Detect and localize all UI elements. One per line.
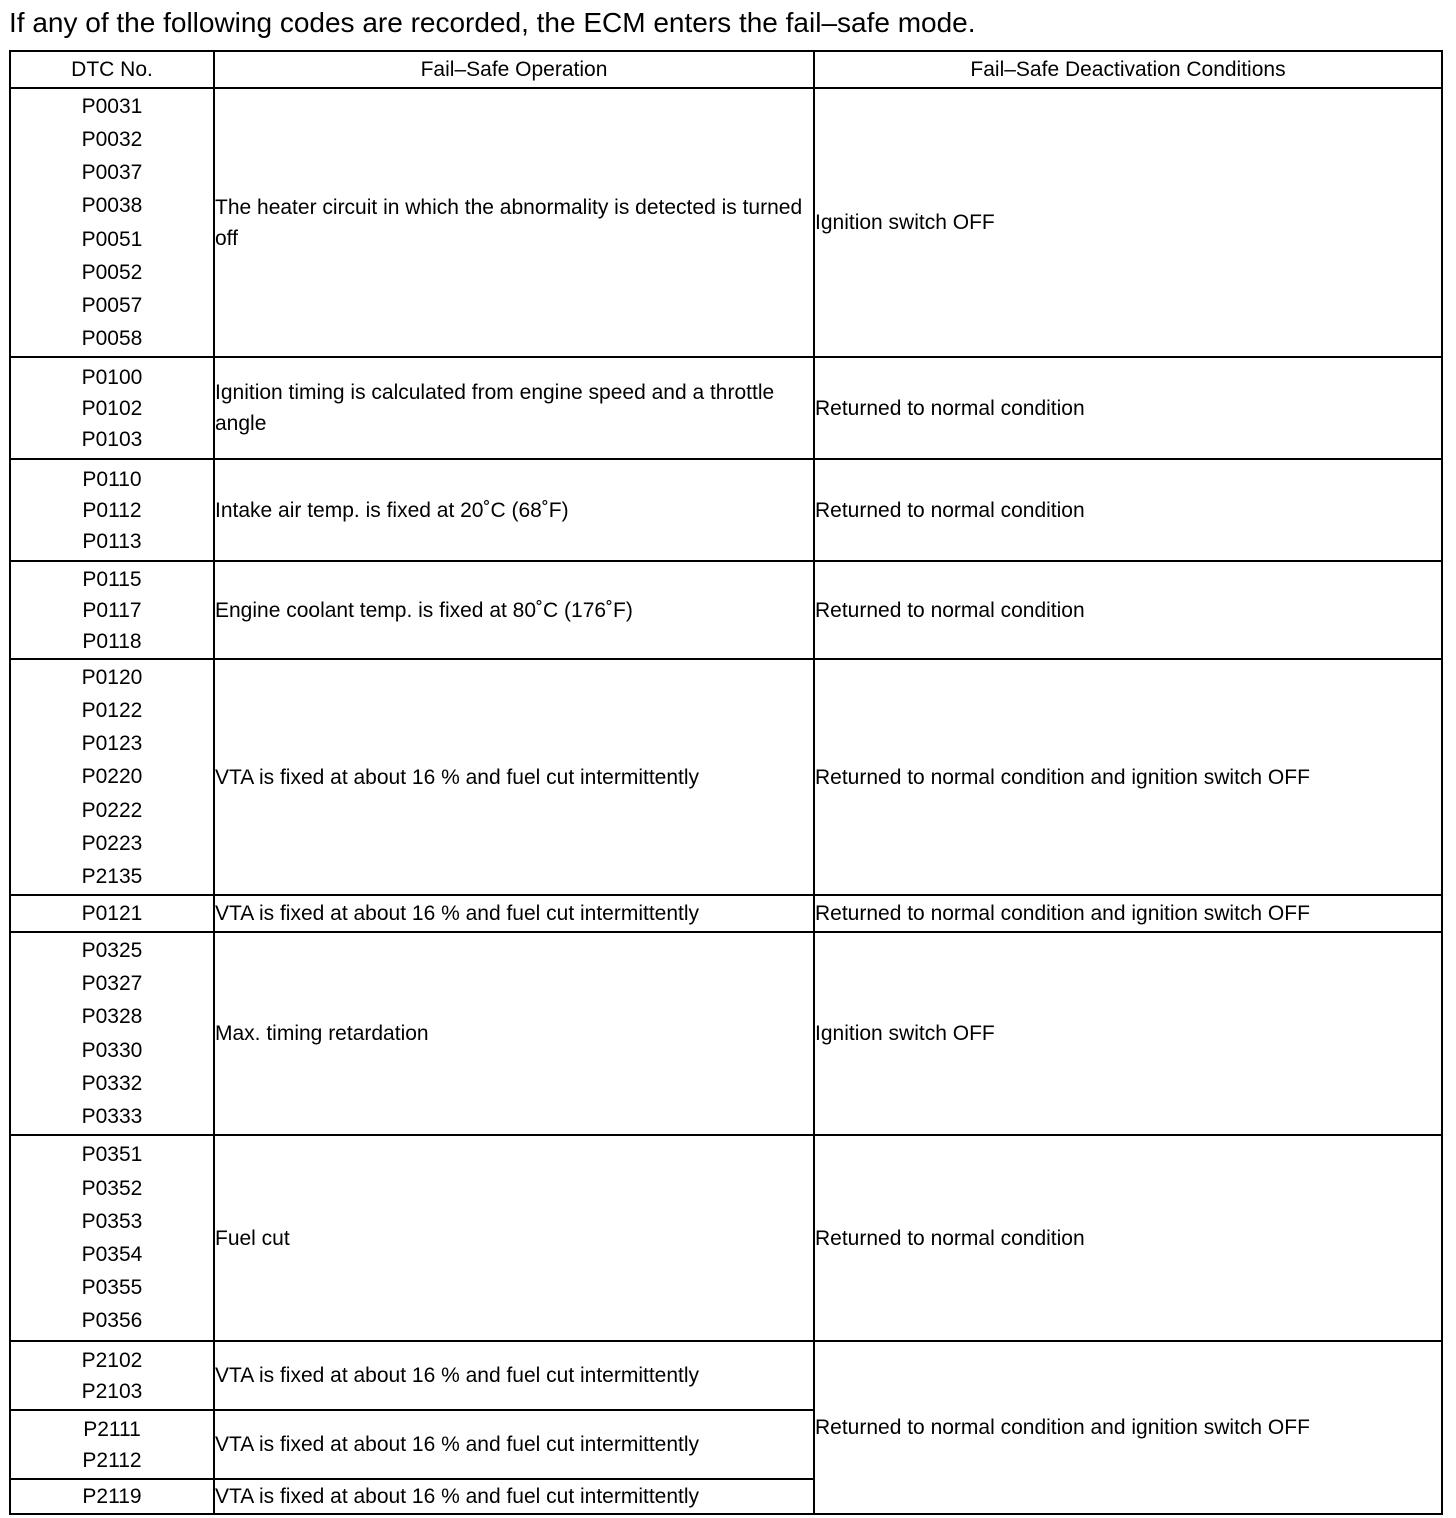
table-row	[10, 88, 1442, 357]
dtc-code: P0113	[82, 529, 142, 553]
dtc-codes	[10, 1341, 214, 1410]
dtc-code: P0356	[81, 1309, 143, 1333]
dtc-code: P0052	[81, 260, 143, 284]
table-row	[10, 1341, 1442, 1410]
header-deactivation: Fail–Safe Deactivation Conditions	[814, 51, 1442, 88]
dtc-code: P0037	[81, 161, 143, 185]
dtc-code: P0353	[81, 1209, 143, 1233]
dtc-code: P2119	[82, 1485, 142, 1508]
dtc-code: P0222	[81, 798, 143, 822]
fail-safe-operation: VTA is fixed at about 16 % and fuel cut intermittently	[214, 1410, 814, 1479]
dtc-code: P0120	[81, 665, 143, 689]
fail-safe-operation: Max. timing retardation	[214, 932, 814, 1135]
fail-safe-operation: VTA is fixed at about 16 % and fuel cut intermittently	[214, 659, 814, 895]
deactivation-condition: Returned to normal condition	[814, 357, 1442, 459]
header-dtc: DTC No.	[10, 51, 214, 88]
deactivation-condition: Ignition switch OFF	[814, 88, 1442, 357]
dtc-code: P0051	[81, 227, 143, 251]
dtc-code: P0223	[81, 831, 143, 855]
fail-safe-operation: VTA is fixed at about 16 % and fuel cut intermittently	[214, 1479, 814, 1514]
dtc-code: P0328	[81, 1005, 143, 1029]
dtc-code: P0121	[81, 901, 143, 925]
dtc-codes	[10, 1479, 214, 1514]
table-row	[10, 459, 1442, 561]
dtc-codes	[10, 1410, 214, 1479]
dtc-code: P2102	[81, 1348, 143, 1372]
dtc-code: P2112	[82, 1448, 142, 1472]
dtc-code: P0103	[81, 427, 143, 451]
dtc-code: P0100	[81, 365, 143, 389]
dtc-code: P0118	[82, 629, 142, 653]
dtc-code: P2135	[81, 865, 143, 888]
dtc-code: P2103	[81, 1379, 143, 1403]
dtc-code: P0110	[82, 467, 142, 491]
dtc-code: P0122	[81, 698, 143, 722]
fail-safe-operation: Intake air temp. is fixed at 20˚C (68˚F)	[214, 459, 814, 561]
dtc-code: P0220	[81, 765, 143, 789]
fail-safe-operation: Fuel cut	[214, 1135, 814, 1341]
dtc-code: P0352	[81, 1176, 143, 1200]
table-row	[10, 1135, 1442, 1341]
deactivation-condition: Returned to normal condition	[814, 459, 1442, 561]
table-row	[10, 561, 1442, 659]
dtc-code: P0325	[81, 938, 143, 962]
dtc-code: P0117	[82, 598, 142, 622]
dtc-code: P0038	[81, 194, 143, 218]
table-row	[10, 895, 1442, 932]
dtc-code: P0058	[81, 327, 143, 351]
intro-text: If any of the following codes are recorded, the ECM enters the fail–safe mode.	[9, 7, 976, 38]
dtc-code: P0327	[81, 972, 143, 996]
dtc-code: P0031	[81, 94, 143, 118]
dtc-code: P0123	[81, 732, 143, 756]
dtc-code: P0330	[81, 1038, 143, 1062]
dtc-code: P0355	[81, 1276, 143, 1300]
dtc-code: P0112	[82, 498, 142, 522]
dtc-codes	[10, 895, 214, 932]
header-operation: Fail–Safe Operation	[214, 51, 814, 88]
dtc-codes	[10, 88, 214, 357]
dtc-code: P2111	[83, 1417, 141, 1441]
deactivation-condition: Returned to normal condition and ignition switch OFF	[814, 895, 1442, 932]
fail-safe-operation: Engine coolant temp. is fixed at 80˚C (176˚F)	[214, 561, 814, 659]
deactivation-condition: Returned to normal condition and ignition switch OFF	[814, 1341, 1442, 1514]
dtc-code: P0032	[81, 127, 143, 151]
fail-safe-operation: The heater circuit in which the abnormality is detected is turned off	[214, 88, 814, 357]
fail-safe-operation: VTA is fixed at about 16 % and fuel cut intermittently	[214, 895, 814, 932]
deactivation-condition: Returned to normal condition	[814, 1135, 1442, 1341]
dtc-codes	[10, 561, 214, 659]
dtc-codes	[10, 932, 214, 1135]
dtc-code: P0351	[81, 1143, 143, 1167]
dtc-code: P0102	[81, 396, 143, 420]
dtc-code: P0115	[82, 567, 142, 591]
dtc-codes	[10, 659, 214, 895]
dtc-code: P0354	[81, 1243, 143, 1266]
fail-safe-table	[9, 50, 1443, 1515]
dtc-code: P0332	[81, 1071, 143, 1095]
deactivation-condition: Returned to normal condition	[814, 561, 1442, 659]
table-row	[10, 357, 1442, 459]
fail-safe-operation: VTA is fixed at about 16 % and fuel cut intermittently	[214, 1341, 814, 1410]
dtc-code: P0333	[81, 1104, 143, 1128]
table-row	[10, 932, 1442, 1135]
deactivation-condition: Returned to normal condition and ignition switch OFF	[814, 659, 1442, 895]
fail-safe-operation: Ignition timing is calculated from engine speed and a throttle angle	[214, 357, 814, 459]
table-header-row	[10, 51, 1442, 88]
table-row	[10, 659, 1442, 895]
deactivation-condition: Ignition switch OFF	[814, 932, 1442, 1135]
dtc-codes	[10, 1135, 214, 1341]
dtc-code: P0057	[81, 293, 143, 317]
dtc-codes	[10, 459, 214, 561]
dtc-codes	[10, 357, 214, 459]
